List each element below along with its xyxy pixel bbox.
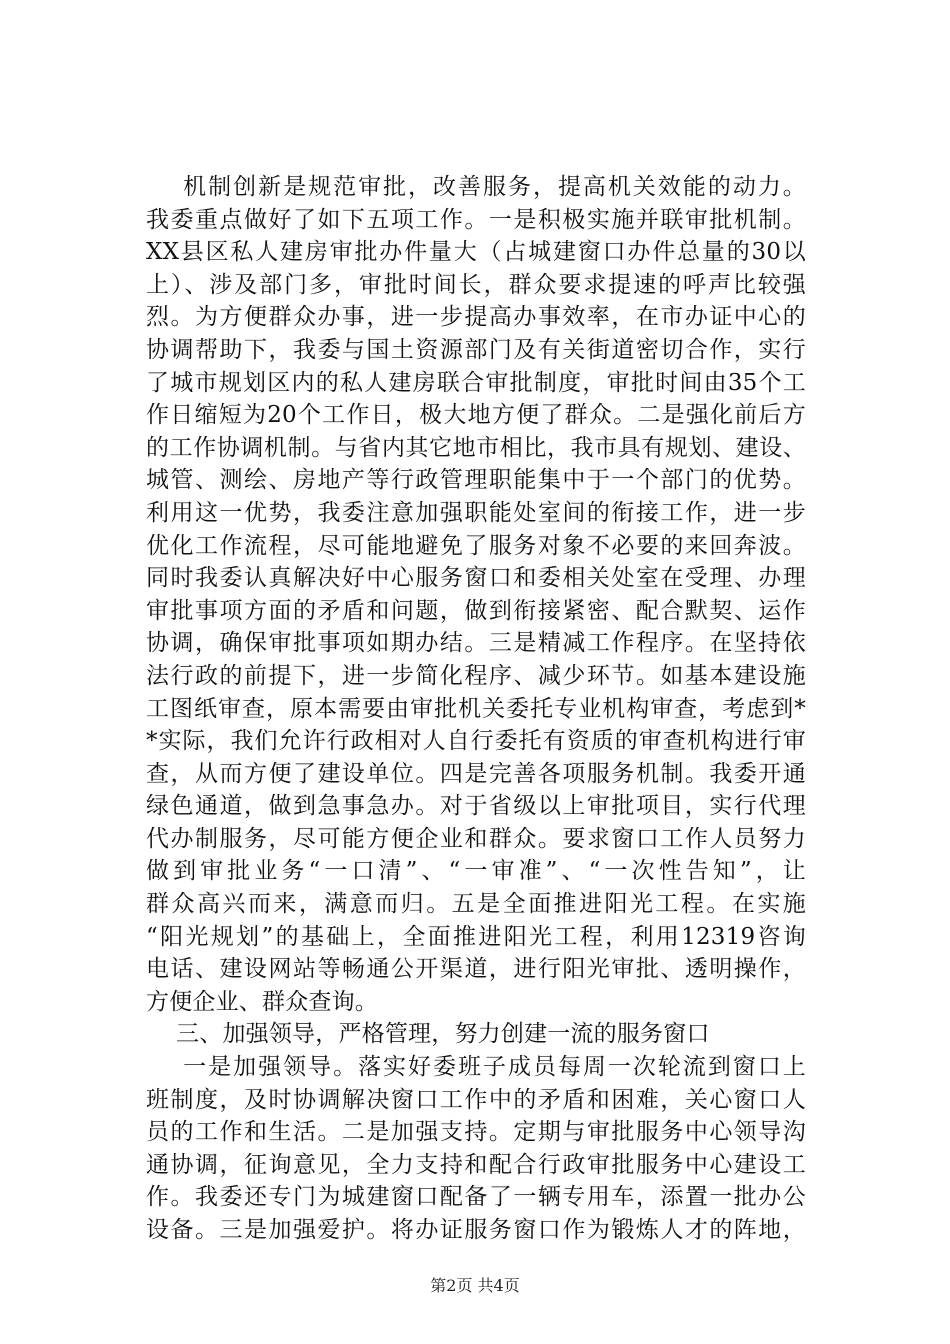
text-line: 做到审批业务“一口清”、“一审准”、“一次性告知”，让: [146, 858, 806, 885]
text-line: 优化工作流程，尽可能地避免了服务对象不必要的来回奔波。: [146, 532, 806, 559]
text-line: 了城市规划区内的私人建房联合审批制度，审批时间由35个工: [146, 369, 806, 396]
text-line: 的工作协调机制。与省内其它地市相比，我市具有规划、建设、: [146, 434, 806, 461]
text-line: 方便企业、群众查询。: [146, 988, 378, 1015]
text-line: 协调帮助下，我委与国土资源部门及有关街道密切合作，实行: [146, 336, 806, 363]
text-line: 同时我委认真解决好中心服务窗口和委相关处室在受理、办理: [146, 565, 806, 592]
text-line: 城管、测绘、房地产等行政管理职能集中于一个部门的优势。: [146, 467, 806, 494]
text-line: 一是加强领导。落实好委班子成员每周一次轮流到窗口上: [146, 1054, 806, 1081]
text-line: 上）、涉及部门多，审批时间长，群众要求提速的呼声比较强: [146, 271, 806, 298]
text-line: 协调，确保审批事项如期办结。三是精减工作程序。在坚持依: [146, 630, 806, 657]
text-line: 绿色通道，做到急事急办。对于省级以上审批项目，实行代理: [146, 793, 806, 820]
text-line: 工图纸审查，原本需要由审批机关委托专业机构审查，考虑到*: [146, 695, 806, 722]
text-line: 作日缩短为20个工作日，极大地方便了群众。二是强化前后方: [146, 402, 806, 429]
text-line: *实际，我们允许行政相对人自行委托有资质的审查机构进行审: [146, 728, 806, 755]
text-line: 班制度，及时协调解决窗口工作中的矛盾和困难，关心窗口人: [146, 1086, 806, 1113]
text-line: XX县区私人建房审批办件量大（占城建窗口办件总量的30以: [146, 239, 806, 266]
text-line: 员的工作和生活。二是加强支持。定期与审批服务中心领导沟: [146, 1119, 806, 1146]
text-line: 通协调，征询意见，全力支持和配合行政审批服务中心建设工: [146, 1151, 806, 1178]
page-footer: 第2页 共4页: [430, 1276, 520, 1295]
body-text: [146, 171, 806, 1247]
text-line: 电话、建设网站等畅通公开渠道，进行阳光审批、透明操作，: [146, 956, 806, 983]
text-line: 设备。三是加强爱护。将办证服务窗口作为锻炼人才的阵地，: [146, 1217, 806, 1243]
text-line: 我委重点做好了如下五项工作。一是积极实施并联审批机制。: [146, 206, 806, 233]
text-line: 利用这一优势，我委注意加强职能处室间的衔接工作，进一步: [146, 499, 806, 526]
text-line: 烈。为方便群众办事，进一步提高办事效率，在市办证中心的: [146, 304, 806, 331]
text-line: 作。我委还专门为城建窗口配备了一辆专用车，添置一批办公: [146, 1184, 806, 1211]
text-line: 群众高兴而来，满意而归。五是全面推进阳光工程。在实施: [146, 891, 806, 918]
text-line: 代办制服务，尽可能方便企业和群众。要求窗口工作人员努力: [146, 825, 806, 852]
text-line: 法行政的前提下，进一步简化程序、减少环节。如基本建设施: [146, 662, 806, 689]
text-line: 机制创新是规范审批，改善服务，提高机关效能的动力。: [146, 174, 806, 200]
text-line: 查，从而方便了建设单位。四是完善各项服务机制。我委开通: [146, 760, 806, 787]
text-line: 审批事项方面的矛盾和问题，做到衔接紧密、配合默契、运作: [146, 597, 806, 624]
section-heading: 三、加强领导，严格管理，努力创建一流的服务窗口: [146, 1021, 710, 1048]
text-line: “阳光规划”的基础上，全面推进阳光工程，利用12319咨询: [146, 923, 806, 950]
